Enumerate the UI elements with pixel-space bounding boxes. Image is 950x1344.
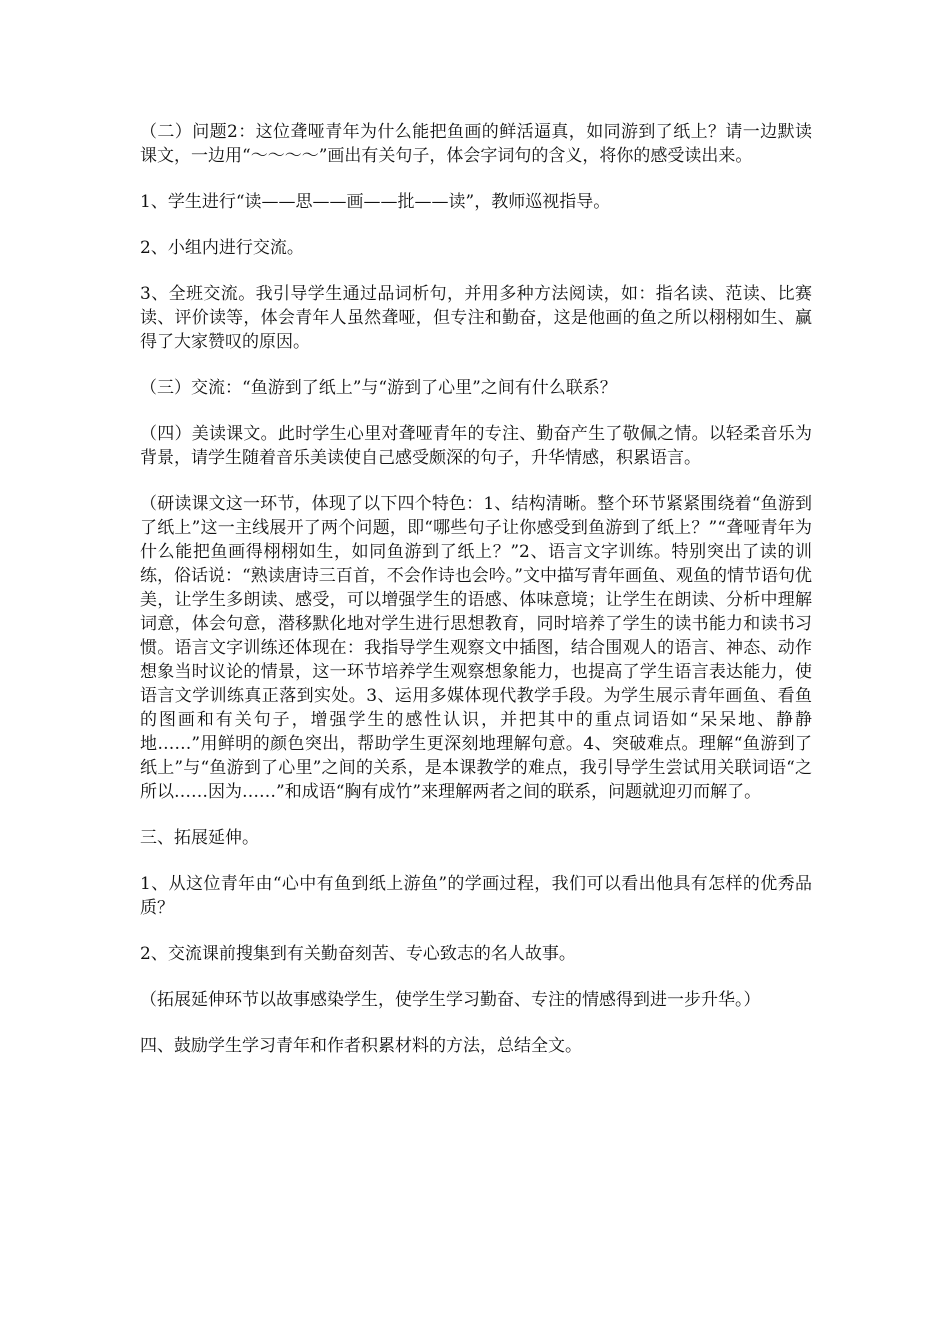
paragraph-step-2: 2、小组内进行交流。 xyxy=(140,238,304,258)
paragraph-question-2: （二）问题2：这位聋哑青年为什么能把鱼画的鲜活逼真，如同游到了纸上？请一边默读课文，一边用“～～～～”画出有关句子，体会字词句的含义，将你的感受读出来。 xyxy=(140,122,812,166)
heading-extension: 三、拓展延伸。 xyxy=(140,828,259,848)
heading-conclusion: 四、鼓励学生学习青年和作者积累材料的方法，总结全文。 xyxy=(140,1036,582,1056)
paragraph-commentary: （研读课文这一环节，体现了以下四个特色：1、结构清晰。整个环节紧紧围绕着“鱼游到了纸上”这一主线展开了两个问题，即“哪些句子让你感受到鱼游到了纸上？”“聋哑青年为什么能把鱼画得栩栩如生，如同鱼游到了纸上？”2、语言文字训练。特别突出了读的训练，俗话说：“熟读唐诗三百首，不会作诗也会吟。”文中描写青年画鱼、观鱼的情节语句优美，让学生多朗读、感受，可以增强学生的语感、体味意境；让学生在朗读、分析中理解词意，体会句意，潜移默化地对学生进行思想教育，同时培养了学生的读书能力和读书习惯。语言文字训练还体现在：我指导学生观察文中插图，结合围观人的语言、神态、动作想象当时议论的情景，这一环节培养学生观察想象能力，也提高了学生语言表达能力，使语言文学训练真正落到实处。3、运用多媒体现代教学手段。为学生展示青年画鱼、看鱼的图画和有关句子，增强学生的感性认识，并把其中的重点词语如“呆呆地、静静地……”用鲜明的颜色突出，帮助学生更深刻地理解句意。4、突破难点。理解“鱼游到了纸上”与“鱼游到了心里”之间的关系，是本课教学的难点，我引导学生尝试用关联词语“之所以……因为……”和成语“胸有成竹”来理解两者之间的联系，问题就迎刃而解了。 xyxy=(140,494,812,802)
paragraph-extension-note: （拓展延伸环节以故事感染学生，使学生学习勤奋、专注的情感得到进一步升华。） xyxy=(140,990,761,1010)
paragraph-step-1: 1、学生进行“读——思——画——批——读”，教师巡视指导。 xyxy=(140,192,611,212)
paragraph-section-3-exchange: （三）交流：“鱼游到了纸上”与“游到了心里”之间有什么联系？ xyxy=(140,378,617,398)
paragraph-extension-2: 2、交流课前搜集到有关勤奋刻苦、专心致志的名人故事。 xyxy=(140,944,576,964)
document-page xyxy=(140,120,812,1080)
paragraph-section-4-reading: （四）美读课文。此时学生心里对聋哑青年的专注、勤奋产生了敬佩之情。以轻柔音乐为背景，请学生随着音乐美读使自己感受颇深的句子，升华情感，积累语言。 xyxy=(140,424,812,468)
paragraph-step-3: 3、全班交流。我引导学生通过品词析句，并用多种方法阅读，如：指名读、范读、比赛读、评价读等，体会青年人虽然聋哑，但专注和勤奋，这是他画的鱼之所以栩栩如生、赢得了大家赞叹的原因。 xyxy=(140,284,812,352)
paragraph-extension-1: 1、从这位青年由“心中有鱼到纸上游鱼”的学画过程，我们可以看出他具有怎样的优秀品质？ xyxy=(140,874,812,918)
